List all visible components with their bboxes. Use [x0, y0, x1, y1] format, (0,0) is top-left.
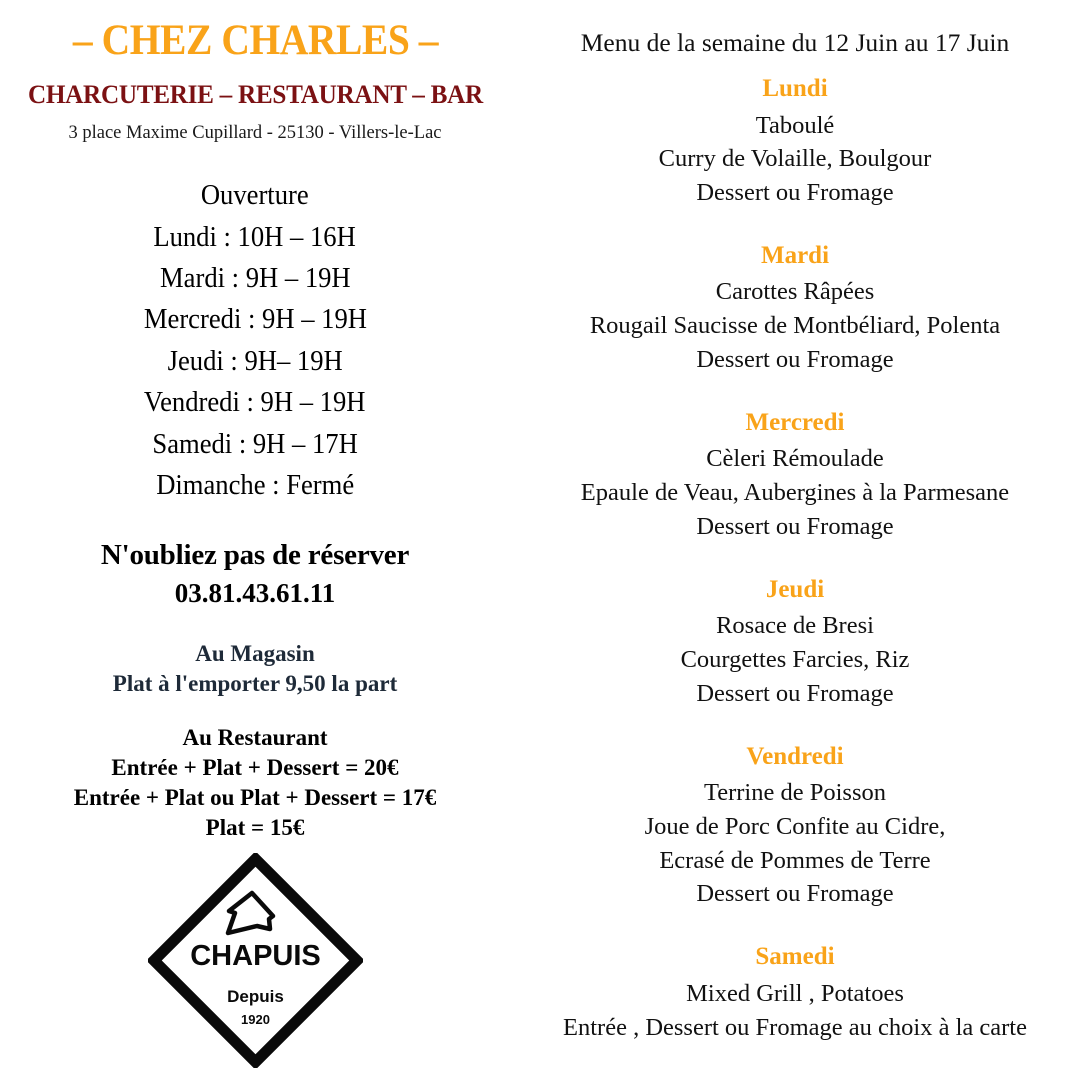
hours-row: Jeudi : 9H– 19H — [167, 345, 343, 377]
shop-pricing-block — [113, 641, 397, 697]
menu-dish: Courgettes Farcies, Riz — [680, 645, 910, 673]
hours-row: Dimanche : Fermé — [156, 470, 354, 502]
menu-day-jeudi — [510, 573, 1080, 711]
shop-takeaway-price: Plat à l'emporter 9,50 la part — [112, 670, 398, 696]
shop-heading: Au Magasin — [195, 640, 315, 666]
menu-dish: Dessert ou Fromage — [696, 512, 894, 540]
menu-day-samedi — [510, 940, 1080, 1044]
brand-title: – CHEZ CHARLES – — [72, 17, 438, 64]
day-heading: Mercredi — [745, 408, 845, 436]
menu-dish: Carottes Râpées — [715, 278, 875, 306]
menu-dish: Dessert ou Fromage — [696, 345, 894, 373]
menu-day-vendredi — [510, 740, 1080, 912]
opening-hours-heading: Ouverture — [201, 180, 309, 212]
restaurant-price-row: Entrée + Plat + Dessert = 20€ — [111, 754, 399, 780]
menu-dish: Epaule de Veau, Aubergines à la Parmesane — [580, 479, 1010, 507]
menu-dish: Rougail Saucisse de Montbéliard, Polenta — [589, 312, 1001, 340]
menu-dish: Taboulé — [755, 111, 835, 139]
menu-dish: Rosace de Bresi — [716, 612, 874, 640]
chalet-house-icon — [228, 893, 273, 933]
menu-day-mercredi — [510, 406, 1080, 544]
menu-day-mardi — [510, 239, 1080, 377]
brand-subtitle: CHARCUTERIE – RESTAURANT – BAR — [27, 79, 483, 110]
reservation-phone-number[interactable]: 03.81.43.61.11 — [174, 577, 336, 608]
hours-row: Samedi : 9H – 17H — [152, 428, 358, 460]
logo-since-label: Depuis — [226, 986, 284, 1006]
opening-hours-block — [138, 175, 373, 507]
restaurant-heading: Au Restaurant — [182, 724, 328, 750]
menu-dish: Entrée , Dessert ou Fromage au choix à la carte — [563, 1013, 1027, 1041]
menu-day-lundi — [510, 72, 1080, 210]
day-heading: Lundi — [762, 75, 828, 102]
menu-dish: Cèleri Rémoulade — [706, 445, 884, 473]
menu-dish: Curry de Volaille, Boulgour — [658, 145, 932, 173]
menu-dish: Joue de Porc Confite au Cidre, — [644, 812, 946, 840]
day-heading: Jeudi — [765, 575, 825, 603]
menu-week-title: Menu de la semaine du 12 Juin au 17 Juin — [580, 28, 1010, 57]
hours-row: Mercredi : 9H – 19H — [143, 304, 367, 336]
chapuis-logo — [148, 853, 363, 1068]
menu-dish: Mixed Grill , Potatoes — [686, 979, 904, 1007]
restaurant-price-row: Plat = 15€ — [205, 814, 305, 840]
weekly-menu-column — [510, 0, 1080, 1044]
restaurant-price-row: Entrée + Plat ou Plat + Dessert = 17€ — [73, 784, 437, 810]
menu-dish: Terrine de Poisson — [703, 779, 886, 807]
day-heading: Samedi — [755, 943, 835, 971]
restaurant-pricing-block — [74, 725, 437, 841]
menu-dish: Dessert ou Fromage — [696, 679, 894, 707]
menu-dish: Ecrasé de Pommes de Terre — [659, 846, 931, 874]
reservation-block — [101, 539, 409, 609]
brand-address: 3 place Maxime Cupillard - 25130 - Villers-le-Lac — [68, 123, 442, 144]
hours-row: Vendredi : 9H – 19H — [144, 387, 366, 419]
hours-row: Mardi : 9H – 19H — [159, 263, 351, 295]
menu-dish: Dessert ou Fromage — [696, 179, 894, 207]
hours-row: Lundi : 10H – 16H — [153, 221, 357, 253]
logo-brand-name: CHAPUIS — [189, 939, 321, 972]
menu-dish: Dessert ou Fromage — [696, 880, 894, 908]
day-heading: Mardi — [760, 241, 830, 269]
day-heading: Vendredi — [746, 742, 844, 770]
reservation-prompt: N'oubliez pas de réserver — [100, 538, 410, 571]
logo-since-year: 1920 — [240, 1011, 270, 1027]
restaurant-info-column — [0, 0, 510, 1068]
